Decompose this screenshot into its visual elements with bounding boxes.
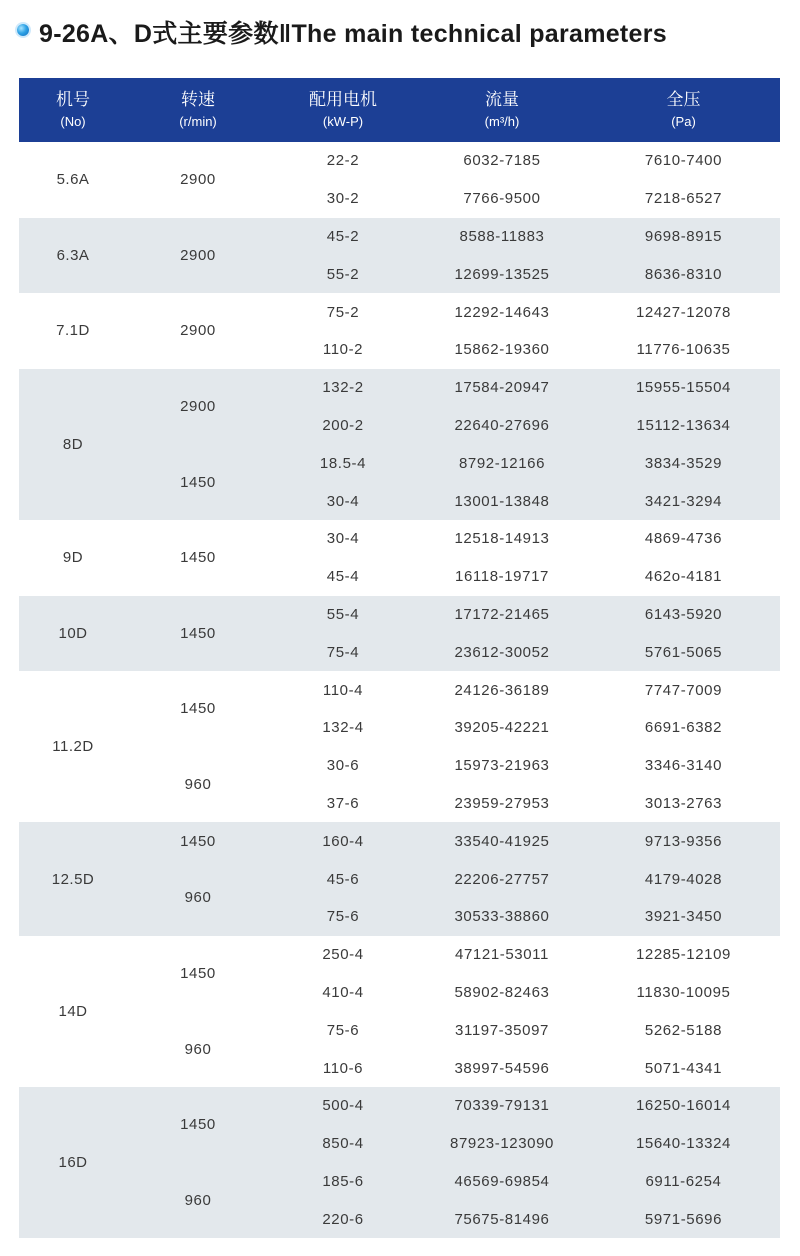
- table-row: [19, 369, 780, 407]
- cell-flow: 24126-36189: [417, 671, 587, 709]
- model-group: [19, 1087, 780, 1238]
- cell-pressure: 6691-6382: [587, 709, 780, 747]
- cell-pressure: 4179-4028: [587, 860, 780, 898]
- cell-flow: 12699-13525: [417, 255, 587, 293]
- cell-motor: 55-4: [269, 596, 417, 634]
- cell-flow: 33540-41925: [417, 822, 587, 860]
- table-row: [19, 747, 780, 785]
- cell-flow: 38997-54596: [417, 1049, 587, 1087]
- cell-flow: 7766-9500: [417, 180, 587, 218]
- cell-no: 14D: [19, 936, 127, 1087]
- cell-flow: 16118-19717: [417, 558, 587, 596]
- cell-pressure: 11830-10095: [587, 974, 780, 1012]
- cell-motor: 110-4: [269, 671, 417, 709]
- model-group: [19, 218, 780, 294]
- page-title: 9-26A、D式主要参数‖The main technical parameters: [39, 20, 667, 48]
- cell-no: 5.6A: [19, 142, 127, 218]
- cell-motor: 110-2: [269, 331, 417, 369]
- model-group: [19, 142, 780, 218]
- cell-flow: 31197-35097: [417, 1011, 587, 1049]
- cell-speed: 2900: [127, 293, 269, 369]
- table-row: [19, 860, 780, 898]
- cell-pressure: 5761-5065: [587, 633, 780, 671]
- cell-motor: 30-2: [269, 180, 417, 218]
- cell-speed: 1450: [127, 596, 269, 672]
- cell-flow: 75675-81496: [417, 1200, 587, 1238]
- cell-motor: 250-4: [269, 936, 417, 974]
- table-row: [19, 1087, 780, 1125]
- cell-flow: 23612-30052: [417, 633, 587, 671]
- cell-pressure: 462o-4181: [587, 558, 780, 596]
- model-group: [19, 293, 780, 369]
- cell-pressure: 12285-12109: [587, 936, 780, 974]
- cell-motor: 75-6: [269, 898, 417, 936]
- cell-motor: 200-2: [269, 407, 417, 445]
- cell-pressure: 8636-8310: [587, 255, 780, 293]
- cell-pressure: 5971-5696: [587, 1200, 780, 1238]
- cell-flow: 12518-14913: [417, 520, 587, 558]
- cell-flow: 17584-20947: [417, 369, 587, 407]
- table-row: [19, 596, 780, 634]
- cell-no: 6.3A: [19, 218, 127, 294]
- cell-flow: 12292-14643: [417, 293, 587, 331]
- cell-flow: 8792-12166: [417, 444, 587, 482]
- cell-pressure: 16250-16014: [587, 1087, 780, 1125]
- cell-motor: 132-4: [269, 709, 417, 747]
- cell-flow: 58902-82463: [417, 974, 587, 1012]
- cell-no: 8D: [19, 369, 127, 520]
- cell-flow: 15862-19360: [417, 331, 587, 369]
- cell-speed: 1450: [127, 936, 269, 1012]
- cell-flow: 46569-69854: [417, 1163, 587, 1201]
- cell-pressure: 7610-7400: [587, 142, 780, 180]
- cell-pressure: 15112-13634: [587, 407, 780, 445]
- cell-flow: 22640-27696: [417, 407, 587, 445]
- header-pressure: 全压 (Pa): [587, 78, 780, 142]
- cell-motor: 500-4: [269, 1087, 417, 1125]
- model-group: [19, 520, 780, 596]
- table-row: [19, 1011, 780, 1049]
- cell-speed: 2900: [127, 369, 269, 445]
- cell-pressure: 6143-5920: [587, 596, 780, 634]
- cell-flow: 23959-27953: [417, 785, 587, 823]
- cell-pressure: 4869-4736: [587, 520, 780, 558]
- cell-pressure: 5262-5188: [587, 1011, 780, 1049]
- cell-speed: 2900: [127, 142, 269, 218]
- cell-motor: 45-6: [269, 860, 417, 898]
- cell-flow: 30533-38860: [417, 898, 587, 936]
- cell-motor: 75-4: [269, 633, 417, 671]
- cell-motor: 850-4: [269, 1125, 417, 1163]
- cell-flow: 87923-123090: [417, 1125, 587, 1163]
- cell-pressure: 9713-9356: [587, 822, 780, 860]
- cell-motor: 22-2: [269, 142, 417, 180]
- cell-speed: 1450: [127, 671, 269, 747]
- table-row: [19, 936, 780, 974]
- header-no: 机号 (No): [19, 78, 127, 142]
- parameters-table: [19, 78, 780, 1238]
- table-row: [19, 293, 780, 331]
- cell-pressure: 3421-3294: [587, 482, 780, 520]
- cell-pressure: 6911-6254: [587, 1163, 780, 1201]
- cell-speed: 2900: [127, 218, 269, 294]
- cell-motor: 160-4: [269, 822, 417, 860]
- cell-pressure: 15955-15504: [587, 369, 780, 407]
- cell-pressure: 5071-4341: [587, 1049, 780, 1087]
- cell-motor: 185-6: [269, 1163, 417, 1201]
- cell-no: 9D: [19, 520, 127, 596]
- cell-flow: 39205-42221: [417, 709, 587, 747]
- model-group: [19, 671, 780, 822]
- cell-no: 10D: [19, 596, 127, 672]
- table-row: [19, 520, 780, 558]
- table-row: [19, 671, 780, 709]
- model-group: [19, 596, 780, 672]
- cell-motor: 410-4: [269, 974, 417, 1012]
- cell-motor: 110-6: [269, 1049, 417, 1087]
- cell-motor: 220-6: [269, 1200, 417, 1238]
- cell-no: 11.2D: [19, 671, 127, 822]
- table-row: [19, 1163, 780, 1201]
- model-group: [19, 369, 780, 520]
- cell-pressure: 7218-6527: [587, 180, 780, 218]
- bullet-icon: [17, 24, 29, 36]
- model-group: [19, 936, 780, 1087]
- table-row: [19, 822, 780, 860]
- table-row: [19, 142, 780, 180]
- cell-motor: 30-4: [269, 482, 417, 520]
- table-row: [19, 444, 780, 482]
- cell-flow: 8588-11883: [417, 218, 587, 256]
- cell-speed: 960: [127, 747, 269, 823]
- cell-pressure: 7747-7009: [587, 671, 780, 709]
- model-group: [19, 822, 780, 935]
- cell-no: 12.5D: [19, 822, 127, 935]
- cell-motor: 75-2: [269, 293, 417, 331]
- cell-motor: 30-6: [269, 747, 417, 785]
- cell-motor: 132-2: [269, 369, 417, 407]
- cell-flow: 13001-13848: [417, 482, 587, 520]
- cell-speed: 1450: [127, 1087, 269, 1163]
- cell-speed: 960: [127, 1011, 269, 1087]
- cell-flow: 6032-7185: [417, 142, 587, 180]
- cell-flow: 15973-21963: [417, 747, 587, 785]
- cell-no: 16D: [19, 1087, 127, 1238]
- cell-flow: 47121-53011: [417, 936, 587, 974]
- cell-pressure: 3921-3450: [587, 898, 780, 936]
- cell-speed: 1450: [127, 822, 269, 860]
- cell-motor: 75-6: [269, 1011, 417, 1049]
- cell-motor: 37-6: [269, 785, 417, 823]
- cell-pressure: 9698-8915: [587, 218, 780, 256]
- cell-motor: 30-4: [269, 520, 417, 558]
- cell-speed: 1450: [127, 444, 269, 520]
- cell-flow: 17172-21465: [417, 596, 587, 634]
- cell-pressure: 3013-2763: [587, 785, 780, 823]
- cell-no: 7.1D: [19, 293, 127, 369]
- header-motor: 配用电机 (kW-P): [269, 78, 417, 142]
- cell-pressure: 3834-3529: [587, 444, 780, 482]
- cell-speed: 1450: [127, 520, 269, 596]
- cell-pressure: 15640-13324: [587, 1125, 780, 1163]
- cell-pressure: 3346-3140: [587, 747, 780, 785]
- header-speed: 转速 (r/min): [127, 78, 269, 142]
- cell-pressure: 12427-12078: [587, 293, 780, 331]
- table-header: [19, 78, 780, 142]
- cell-flow: 70339-79131: [417, 1087, 587, 1125]
- cell-motor: 45-4: [269, 558, 417, 596]
- cell-motor: 45-2: [269, 218, 417, 256]
- table-row: [19, 218, 780, 256]
- cell-flow: 22206-27757: [417, 860, 587, 898]
- cell-motor: 55-2: [269, 255, 417, 293]
- cell-speed: 960: [127, 1163, 269, 1239]
- cell-pressure: 11776-10635: [587, 331, 780, 369]
- header-flow: 流量 (m³/h): [417, 78, 587, 142]
- cell-motor: 18.5-4: [269, 444, 417, 482]
- title-bar: [0, 0, 800, 66]
- cell-speed: 960: [127, 860, 269, 936]
